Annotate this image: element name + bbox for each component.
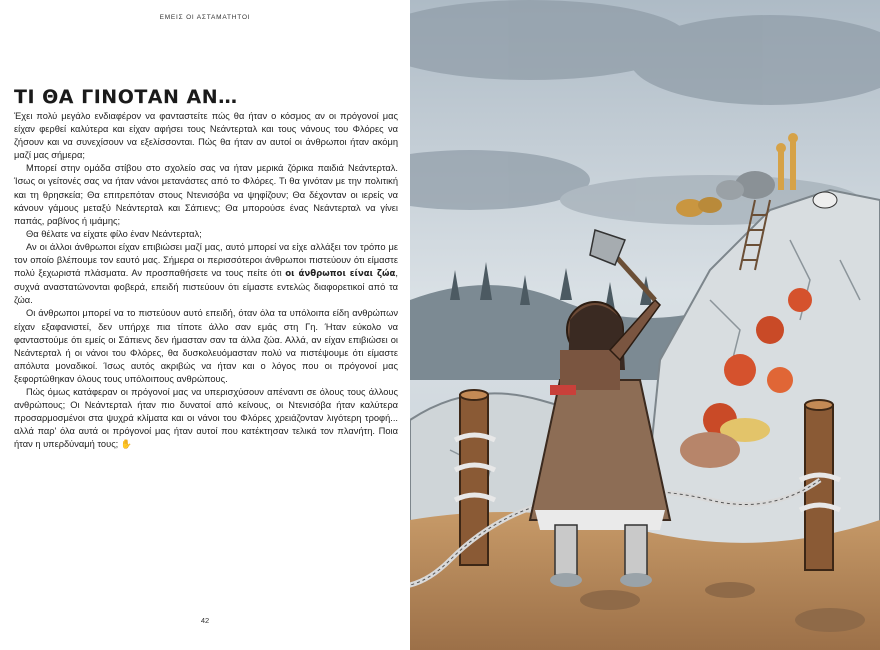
paragraph-text: Πώς όμως κατάφεραν οι πρόγονοί μας να υπερισχύσουν απέναντι σε όλους τους άλλους ανθρώπους; Οι Νεάντερταλ ήταν πιο δυνατοί από κείνους, οι Ντενισόβα ήταν καλύτερα προσαρμοσμένοι στα ψυχρά κλίματα και οι νάνοι του Φλόρες χρειάζονταν λιγότερη τροφή... αλλά παρ' όλα αυτά οι πρόγονοί μας ήταν αυτοί που κατέκτησαν τελικά τον πλανήτη. Ποια ήταν η υπερδύναμή τους; — [14, 386, 398, 450]
paragraph — [14, 386, 398, 451]
paragraph: Έχει πολύ μεγάλο ενδιαφέρον να φανταστείτε πώς θα ήταν ο κόσμος αν οι πρόγονοί μας είχαν φερθεί καλύτερα και είχαν αφήσει τους Νεάντερταλ και τους νάνους του Φλόρες να ζήσουν και να συνεχίσουν να εξελίσσονται. Πώς θα ήταν αν αυτοί οι άνθρωποι ήταν ακόμη μαζί μας σήμερα; — [14, 111, 398, 161]
paragraph-text: Αν οι άλλοι άνθρωποι είχαν επιβιώσει μαζί μας, αυτό μπορεί να είχε αλλάξει τον τρόπο με τον οποίο βλέπουμε τον εαυτό μας. Σήμερα οι περισσότεροι άνθρωποι πιστεύουν ότι είμαστε πολύ ξεχωριστά πλάσματα. Αν προσπαθήσετε να τους πείτε ότι — [14, 241, 398, 279]
emphasized-phrase: οι άνθρωποι είναι ζώα — [285, 269, 396, 280]
wooden-post-right — [800, 400, 840, 570]
paragraph: Οι άνθρωποι μπορεί να το πιστεύουν αυτό επειδή, όταν όλα τα υπόλοιπα είδη ανθρώπων είχαν εξαφανιστεί, δεν υπήρχε πια τίποτε άλλο σαν εμάς στη Γη. Ήταν εύκολο να φανταστούμε ότι εμείς οι Σάπιενς δεν ήμασταν σαν τα άλλα ζώα. Αλλά, αν είχαν επιβιώσει οι Νεάντερταλ ή οι νάνοι του Φλόρες, θα δυσκολευόμασταν πολύ να πιστέψουμε ότι είμαστε απόλυτα μοναδικοί. Ίσως αυτός ακριβώς να ήταν και ο λόγος που οι πρόγονοί μας ξεφορτώθηκαν όλους τους υπόλοιπους ανθρώπους. — [14, 308, 398, 384]
illustration-artwork — [410, 0, 880, 650]
paragraph: Θα θέλατε να είχατε φίλο έναν Νεάντερταλ; — [26, 228, 202, 239]
paragraph — [14, 241, 398, 307]
body-text — [14, 110, 398, 451]
illustration — [410, 0, 880, 650]
chapter-title: ΤΙ ΘΑ ΓΙΝΟΤΑΝ ΑΝ… — [14, 86, 238, 108]
paragraph: Μπορεί στην ομάδα στίβου στο σχολείο σας να ήταν μερικά ζόρικα παιδιά Νεάντερταλ. Ίσως οι γείτονές σας να ήταν νάνοι μετανάστες από το Φλόρες. Τι θα γινόταν με την πολιτική και τη θρησκεία; Θα επιτρεπόταν στους Ντενισόβα να ψηφίζουν; Θα δέχονταν οι ιερείς να κάνουν γάμους μεταξύ Νεάντερταλ και Σάπιενς; Θα μπορούσε ένας Νεάντερταλ να γίνει παπάς, ραβίνος ή ιμάμης; — [14, 163, 398, 226]
running-head: ΕΜΕΙΣ ΟΙ ΑΣΤΑΜΑΤΗΤΟΙ — [159, 14, 251, 21]
paragraph-text: , συχνά αναστατώνονται φοβερά, επειδή πιστεύουν ότι είμαστε εντελώς διαφορετικοί από τα ζώα. — [14, 268, 399, 306]
page-number: 42 — [200, 616, 210, 625]
left-page — [0, 0, 410, 650]
hand-print-icon: ✋ — [120, 439, 133, 450]
